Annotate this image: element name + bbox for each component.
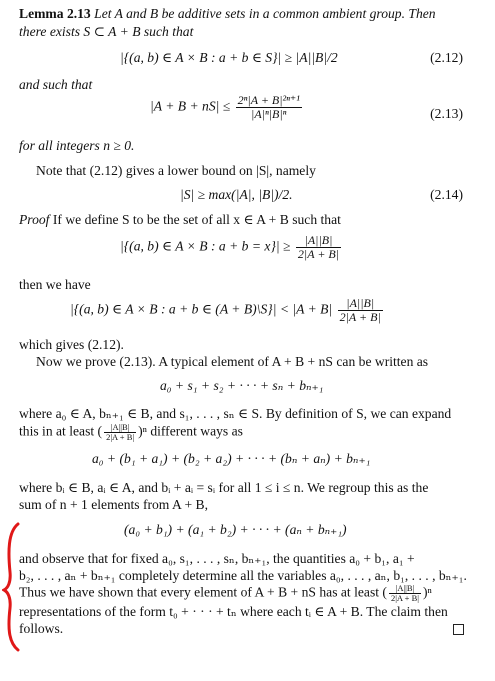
proof-equation-2-fraction — [338, 297, 383, 324]
equation-tag-2-12: (2.12) — [430, 50, 463, 65]
observe-line-4: representations of the form t₀ + · · · + tₙ where each tᵢ ∈ A + B. The claim then — [19, 604, 448, 619]
proof-equation-4: a₀ + (b₁ + a₁) + (b₂ + a₂) + · · · + (bₙ + aₙ) + bₙ₊₁ — [92, 451, 371, 466]
where-2-line-1: where bᵢ ∈ B, aᵢ ∈ A, and bᵢ + aᵢ = sᵢ for all 1 ≤ i ≤ n. We regroup this as the — [19, 480, 429, 495]
proof-line-1 — [19, 212, 341, 228]
inline-fraction-numerator: |A||B| — [104, 423, 136, 433]
equation-2-13-numerator: 2ⁿ|A + B|²ⁿ⁺¹ — [237, 93, 300, 107]
observe-line-3-post: )ⁿ — [422, 584, 432, 600]
observe-line-2: b₂, . . . , aₙ + bₙ₊₁ completely determine all the variables a₀, . . . , aₙ, b₁, . . . , bₙ₊₁. — [19, 568, 467, 583]
where-2-line-2: sum of n + 1 elements from A + B, — [19, 497, 209, 512]
lemma-line-1 — [19, 6, 436, 22]
proof-fraction-numerator: |A||B| — [296, 234, 341, 248]
red-bracket-annotation — [2, 522, 26, 652]
lemma-statement-2: there exists S ⊂ A + B such that — [19, 24, 194, 39]
proof-equation-1 — [120, 234, 343, 261]
proof-equation-2 — [70, 297, 385, 324]
proof-fraction-denominator: 2|A + B| — [297, 247, 340, 261]
where-line-2 — [19, 423, 243, 442]
equation-2-13-denominator: |A|ⁿ|B|ⁿ — [251, 107, 287, 121]
proof-fraction-2-numerator: |A||B| — [338, 297, 383, 311]
equation-2-12: |{(a, b) ∈ A × B : a + b ∈ S}| ≥ |A||B|/2 — [120, 50, 338, 65]
where-line-2-fraction — [104, 423, 136, 442]
equation-2-13-fraction — [236, 94, 302, 121]
proof-equation-2-lhs: |{(a, b) ∈ A × B : a + b ∈ (A + B)\S}| < |A + B| — [70, 301, 333, 317]
equation-2-13-lhs: |A + B + nS| ≤ — [150, 98, 231, 114]
equation-tag-2-13: (2.13) — [430, 106, 463, 121]
observe-fraction-numerator: |A||B| — [389, 584, 421, 594]
then-we-have: then we have — [19, 277, 91, 292]
proof-text-1: If we define S to be the set of all x ∈ A + B such that — [52, 212, 341, 227]
equation-tag-2-14: (2.14) — [430, 187, 463, 202]
lemma-statement-1: Let A and B be additive sets in a common ambient group. Then — [94, 6, 436, 21]
for-all-integers: for all integers n ≥ 0. — [19, 138, 135, 153]
equation-2-13 — [150, 94, 304, 121]
observe-line-3-fraction — [389, 584, 421, 603]
proof-label: Proof — [19, 212, 50, 227]
equation-2-14: |S| ≥ max(|A|, |B|)/2. — [180, 187, 293, 202]
proof-equation-1-lhs: |{(a, b) ∈ A × B : a + b = x}| ≥ — [120, 238, 291, 254]
observe-line-3 — [19, 584, 432, 603]
observe-fraction-denominator: 2|A + B| — [390, 593, 419, 603]
proof-fraction-2-denominator: 2|A + B| — [339, 310, 381, 324]
and-such-that: and such that — [19, 77, 93, 92]
where-line-1: where a₀ ∈ A, bₙ₊₁ ∈ B, and s₁, . . . , sₙ ∈ S. By definition of S, we can expand — [19, 406, 452, 421]
proof-equation-1-fraction — [296, 234, 341, 261]
proof-equation-5: (a₀ + b₁) + (a₁ + b₂) + · · · + (aₙ + bₙ₊₁) — [124, 522, 347, 537]
which-gives: which gives (2.12). — [19, 337, 124, 352]
where-line-2-post: )ⁿ different ways as — [138, 423, 243, 439]
proof-equation-3: a₀ + s₁ + s₂ + · · · + sₙ + bₙ₊₁ — [160, 378, 324, 393]
qed-square-icon — [453, 624, 464, 635]
observe-line-3-pre: Thus we have shown that every element of A + B + nS has at least ( — [19, 584, 387, 600]
where-line-2-pre: this in at least ( — [19, 423, 103, 439]
lemma-label: Lemma 2.13 — [19, 6, 91, 21]
note-line: Note that (2.12) gives a lower bound on |S|, namely — [36, 163, 316, 178]
now-prove: Now we prove (2.13). A typical element of A + B + nS can be written as — [36, 354, 429, 369]
observe-line-5: follows. — [19, 621, 64, 636]
inline-fraction-denominator: 2|A + B| — [106, 432, 135, 442]
observe-line-1: and observe that for fixed a₀, s₁, . . . , sₙ, bₙ₊₁, the quantities a₀ + b₁, a₁ + — [19, 551, 415, 566]
